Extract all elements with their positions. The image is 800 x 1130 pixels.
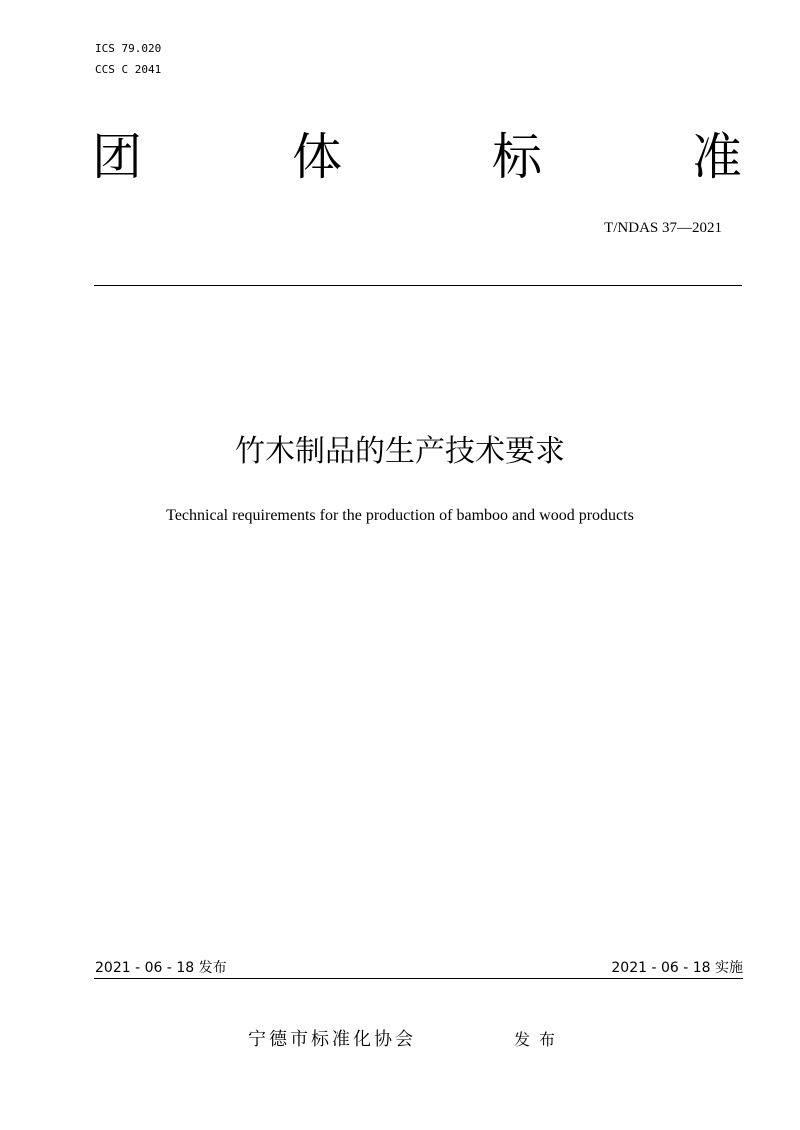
document-title-chinese: 竹木制品的生产技术要求 [235,434,565,469]
standard-type-char: 标 [492,128,542,186]
issue-label: 发布 [514,1030,565,1049]
implement-date: 2021 - 06 - 18 实施 [611,960,743,976]
footer-divider [94,978,743,979]
standard-type-char: 体 [292,128,342,186]
header-divider [94,285,742,286]
standard-type-char: 准 [692,128,742,186]
document-title-english: Technical requirements for the production of bamboo and wood products [166,507,634,524]
issuing-organization: 宁德市标准化协会 [248,1029,416,1050]
standard-type-heading [92,126,742,188]
ics-code: ICS 79.020 [95,42,162,55]
ccs-code: CCS C 2041 [95,63,162,76]
standard-type-char: 团 [92,128,142,186]
publish-date: 2021 - 06 - 18 发布 [95,960,227,976]
standard-number: T/NDAS 37—2021 [604,220,722,236]
